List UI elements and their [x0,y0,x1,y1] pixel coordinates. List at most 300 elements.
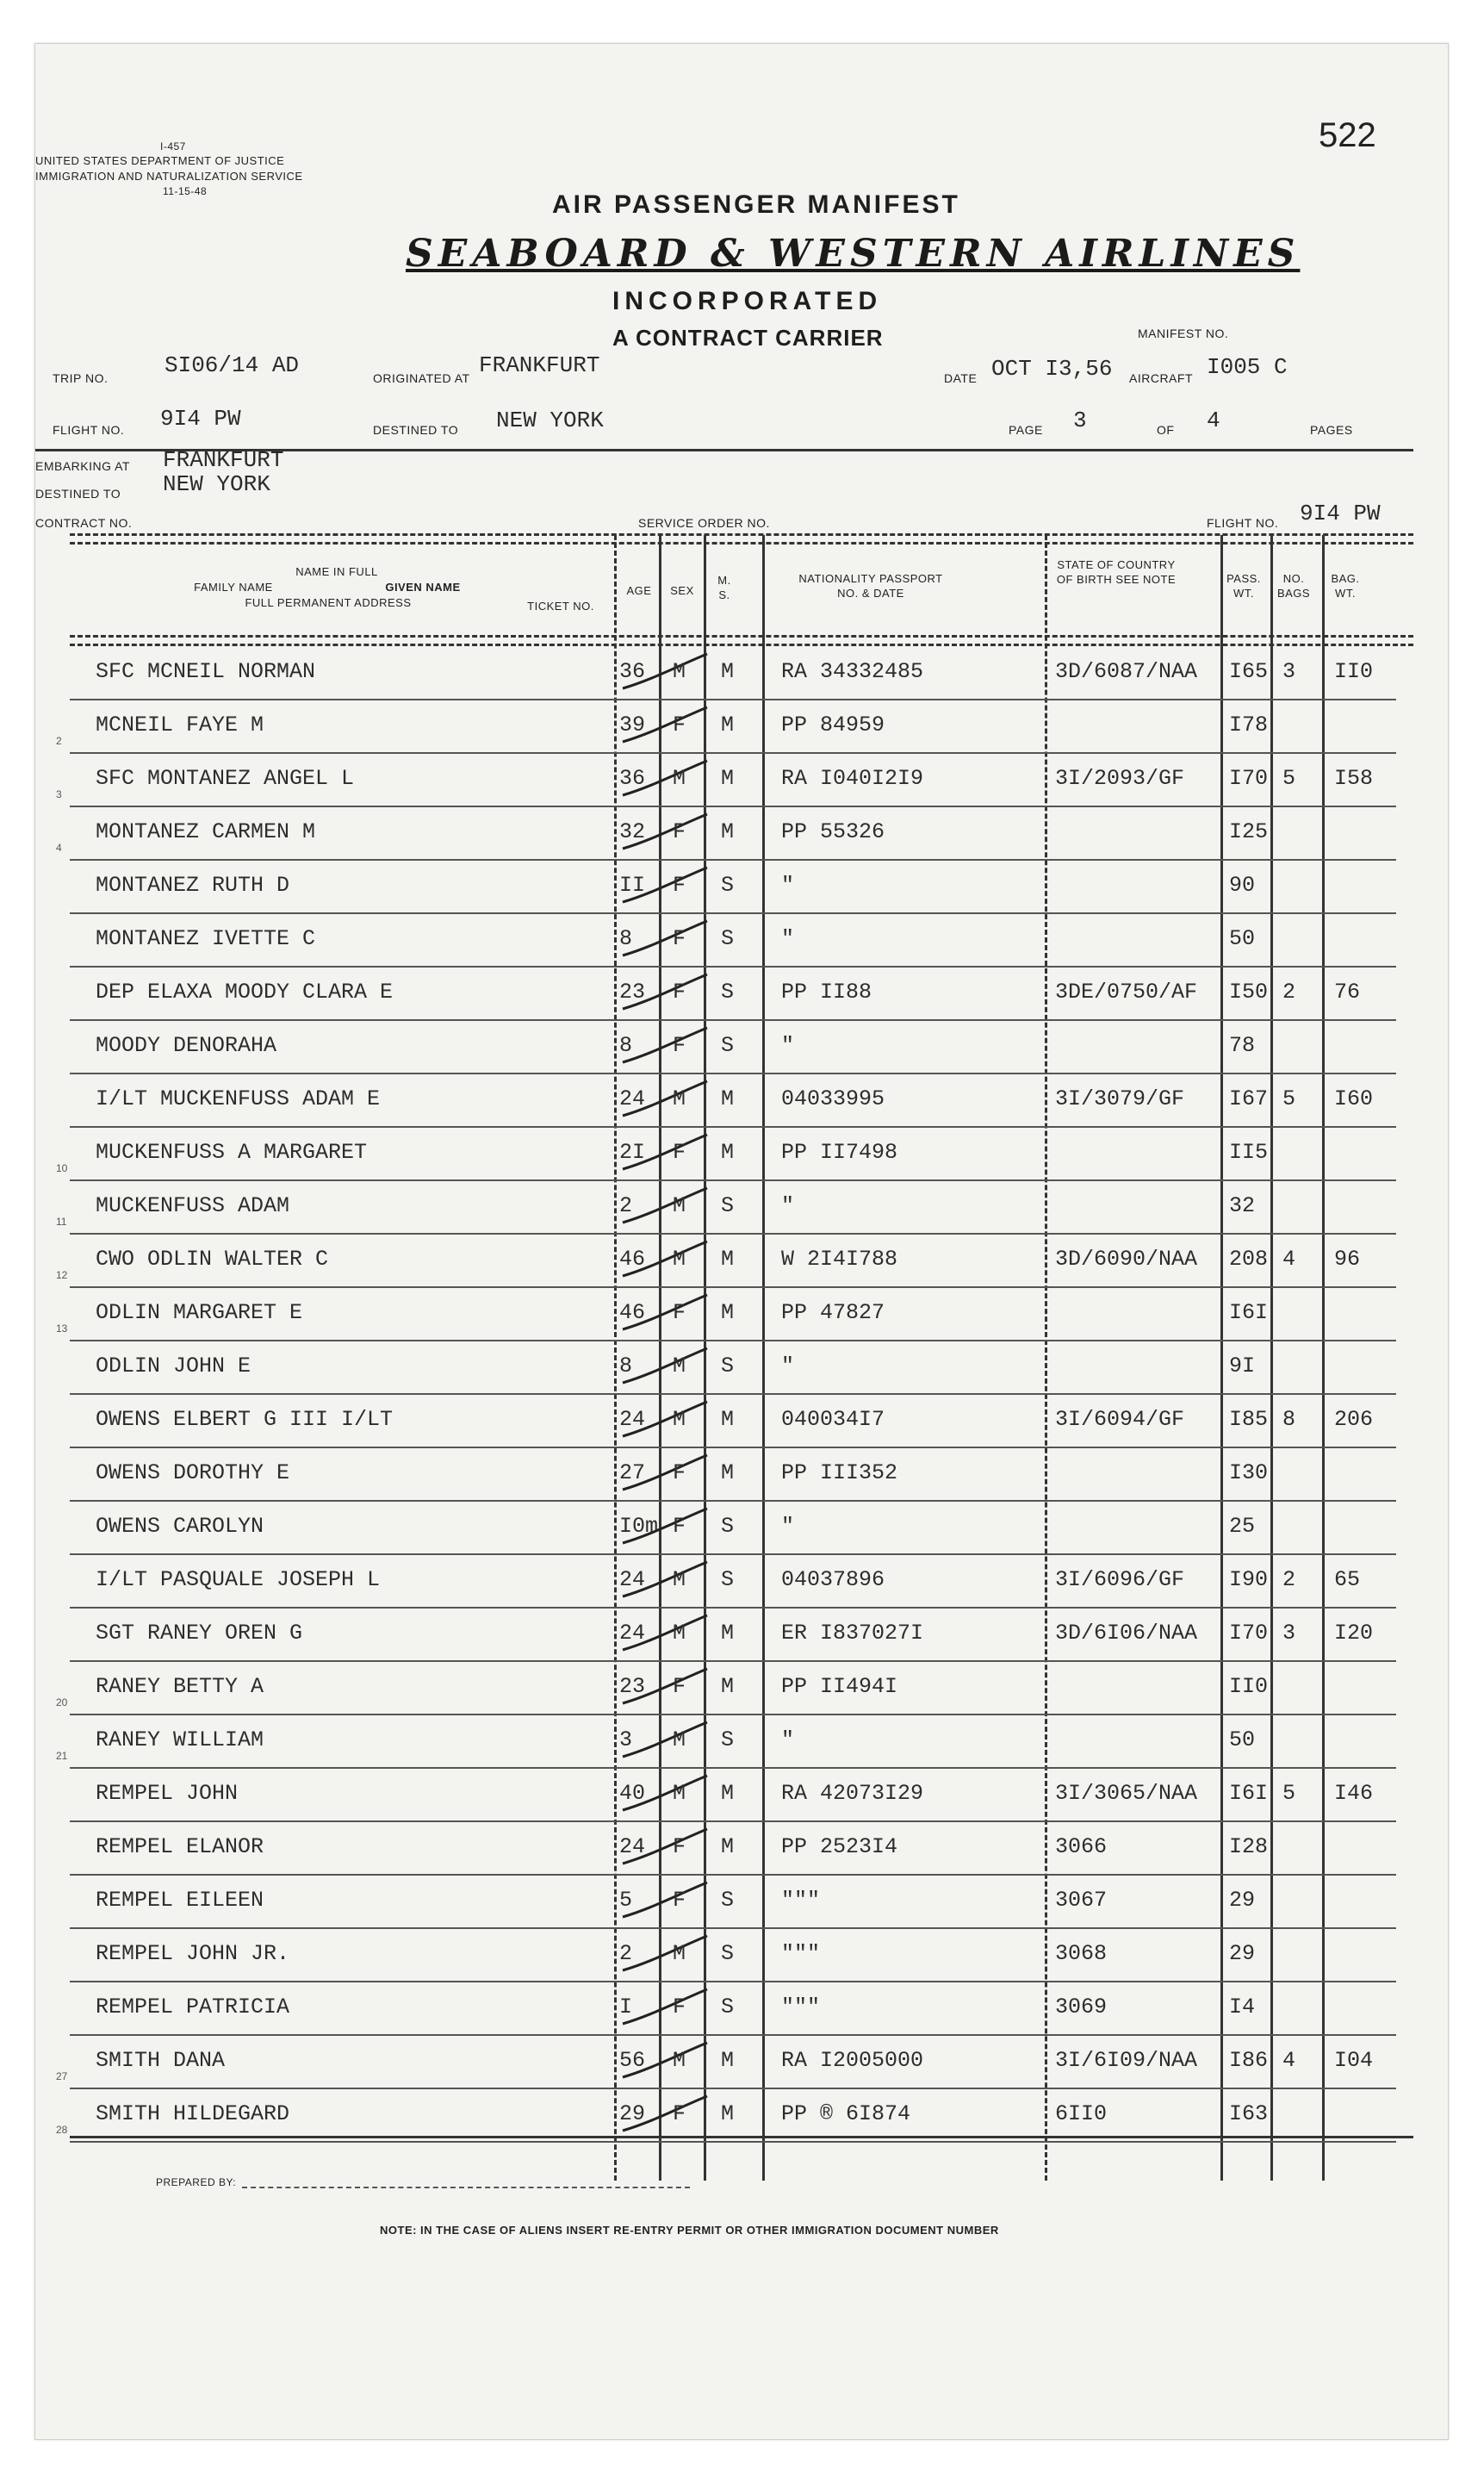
passenger-sex: M [673,1086,686,1111]
passenger-weight: II5 [1229,1140,1269,1165]
form-number: I-457 [160,140,186,152]
birth-code: 3067 [1055,1888,1108,1913]
passport-number: PP 2523I4 [781,1834,898,1859]
bag-weight: I60 [1334,1086,1374,1111]
marital-status: S [721,926,735,951]
passenger-age: 8 [619,926,633,951]
passenger-name: MOODY DENORAHA [96,1033,277,1058]
manifest-no-label: MANIFEST NO. [1138,327,1229,340]
birth-code: 3I/3079/GF [1055,1086,1185,1111]
marital-status: S [721,1193,735,1218]
service-line: IMMIGRATION AND NATURALIZATION SERVICE [35,170,303,183]
passenger-name: MONTANEZ CARMEN M [96,819,316,844]
destined-label: DESTINED TO [373,423,459,437]
check-mark [618,1505,712,1552]
check-mark [618,1932,712,1979]
destined2-value: NEW YORK [163,471,270,497]
passport-number: PP II7498 [781,1140,898,1165]
contract-no-label: CONTRACT NO. [35,516,133,530]
trip-no-value: SI06/14 AD [165,352,300,378]
passport-number: W 2I4I788 [781,1247,898,1272]
table-row [35,1662,1448,1715]
contract-carrier-label: A CONTRACT CARRIER [612,325,884,351]
table-row [35,1822,1448,1876]
check-mark [618,1719,712,1765]
marital-status: M [721,1834,735,1859]
table-row [35,2089,1448,2143]
passport-number: PP II88 [781,980,872,1005]
marital-status: M [721,1781,735,1806]
passport-number: 04033995 [781,1086,885,1111]
passenger-sex: F [673,1033,686,1058]
passenger-sex: F [673,1460,686,1485]
page-number: 522 [1319,116,1376,154]
passenger-sex: M [673,1941,686,1966]
check-mark [618,1612,712,1658]
table-row [35,1181,1448,1235]
row-number: 13 [56,1322,68,1335]
passport-number: RA 34332485 [781,659,924,684]
passenger-age: 8 [619,1033,633,1058]
footer-note: NOTE: IN THE CASE OF ALIENS INSERT RE-ENTRY PERMIT OR OTHER IMMIGRATION DOCUMENT NUMBER [380,2224,999,2237]
passenger-weight: I30 [1229,1460,1269,1485]
bag-weight: 76 [1334,980,1361,1005]
passport-number: " [781,873,795,898]
form-revision: 11-15-48 [163,185,208,197]
bag-weight: I46 [1334,1781,1374,1806]
table-row [35,700,1448,754]
passenger-weight: 50 [1229,1727,1256,1752]
passenger-name: OWENS DOROTHY E [96,1460,290,1485]
passport-number: PP 47827 [781,1300,885,1325]
passenger-name: SMITH HILDEGARD [96,2101,290,2126]
department-line: UNITED STATES DEPARTMENT OF JUSTICE [35,154,285,167]
passenger-name: ODLIN MARGARET E [96,1300,303,1325]
passenger-age: 46 [619,1247,646,1272]
row-number: 12 [56,1269,68,1281]
incorporated-label: INCORPORATED [612,287,883,315]
check-mark [618,1185,712,1231]
birth-code: 3I/2093/GF [1055,766,1185,791]
bag-count: 8 [1282,1407,1296,1432]
bag-count: 5 [1282,1781,1296,1806]
bag-count: 5 [1282,1086,1296,1111]
table-row [35,1395,1448,1448]
date-label: DATE [944,371,978,385]
table-row [35,1021,1448,1074]
birth-code: 3I/3065/NAA [1055,1781,1198,1806]
passenger-name: MONTANEZ IVETTE C [96,926,316,951]
passenger-name: CWO ODLIN WALTER C [96,1247,329,1272]
birth-code: 3069 [1055,1994,1108,2019]
passenger-sex: M [673,659,686,684]
passenger-age: 23 [619,1674,646,1699]
passenger-sex: M [673,1567,686,1592]
check-mark [618,1024,712,1071]
bag-count: 5 [1282,766,1296,791]
row-number: 2 [56,735,62,747]
check-mark [618,864,712,911]
passport-number: RA 42073I29 [781,1781,924,1806]
marital-status: S [721,1033,735,1058]
col-ticket-no: TICKET NO. [527,600,594,613]
passport-number: " [781,1033,795,1058]
row-number: 27 [56,2070,68,2082]
table-row [35,2036,1448,2089]
passenger-sex: F [673,1888,686,1913]
passenger-weight: 78 [1229,1033,1256,1058]
bag-count: 2 [1282,980,1296,1005]
marital-status: S [721,1941,735,1966]
check-mark [618,1665,712,1712]
prepared-by-line [242,2187,690,2188]
bag-weight: 206 [1334,1407,1374,1432]
passenger-age: 24 [619,1834,646,1859]
passenger-age: 27 [619,1460,646,1485]
passenger-sex: M [673,1354,686,1378]
destined2-label: DESTINED TO [35,487,121,501]
passport-number: ER I837027I [781,1621,924,1646]
birth-code: 3D/6090/NAA [1055,1247,1198,1272]
passenger-name: MONTANEZ RUTH D [96,873,290,898]
passenger-age: 36 [619,766,646,791]
prepared-by-label: PREPARED BY: [156,2176,237,2188]
check-mark [618,1078,712,1124]
embarking-label: EMBARKING AT [35,459,130,473]
birth-code: 3D/6087/NAA [1055,659,1198,684]
passport-number: 040034I7 [781,1407,885,1432]
passport-number: PP II494I [781,1674,898,1699]
passenger-sex: F [673,1300,686,1325]
col-no-bags: NO. BAGS [1276,572,1311,600]
check-mark [618,811,712,857]
marital-status: M [721,766,735,791]
date-value: OCT I3,56 [991,356,1113,382]
passenger-sex: M [673,2048,686,2073]
passenger-name: SFC MCNEIL NORMAN [96,659,316,684]
passenger-age: 24 [619,1086,646,1111]
check-mark [618,1238,712,1285]
passenger-weight: I86 [1229,2048,1269,2073]
passenger-age: I [619,1994,633,2019]
flight-no2-value: 9I4 PW [1300,501,1381,526]
table-row [35,968,1448,1021]
check-mark [618,1131,712,1178]
of-value: 4 [1207,408,1220,433]
passport-number: """ [781,1941,821,1966]
row-divider [70,2141,1396,2143]
birth-code: 3DE/0750/AF [1055,980,1198,1005]
passenger-sex: M [673,1407,686,1432]
bag-count: 4 [1282,1247,1296,1272]
aircraft-value: I005 C [1207,354,1288,380]
passenger-sex: M [673,1193,686,1218]
passport-number: 04037896 [781,1567,885,1592]
passenger-age: 40 [619,1781,646,1806]
table-row [35,647,1448,700]
col-family-name: FAMILY NAME [194,581,273,594]
passenger-sex: F [673,713,686,737]
table-row [35,1555,1448,1609]
bag-weight: 96 [1334,1247,1361,1272]
marital-status: S [721,1354,735,1378]
passenger-name: MCNEIL FAYE M [96,713,264,737]
passenger-name: RANEY WILLIAM [96,1727,264,1752]
passenger-sex: M [673,1727,686,1752]
embarking-value: FRANKFURT [163,447,284,473]
passenger-age: 24 [619,1407,646,1432]
flight-no-value: 9I4 PW [160,406,241,432]
table-row [35,861,1448,914]
passenger-sex: M [673,1621,686,1646]
passport-number: """ [781,1888,821,1913]
passenger-sex: F [673,1514,686,1539]
passenger-weight: 32 [1229,1193,1256,1218]
passenger-weight: 50 [1229,926,1256,951]
check-mark [618,1452,712,1498]
passenger-weight: I4 [1229,1994,1256,2019]
passenger-name: SMITH DANA [96,2048,226,2073]
marital-status: M [721,713,735,737]
col-age: AGE [626,584,652,597]
passenger-name: ODLIN JOHN E [96,1354,251,1378]
originated-label: ORIGINATED AT [373,371,470,385]
manifest-title: AIR PASSENGER MANIFEST [552,190,960,219]
table-row [35,1288,1448,1341]
passport-number: RA I2005000 [781,2048,924,2073]
passenger-age: 2I [619,1140,646,1165]
col-ms: M. S. [717,574,731,601]
row-number: 3 [56,788,62,800]
passenger-age: 32 [619,819,646,844]
passenger-age: 3 [619,1727,633,1752]
passenger-age: 8 [619,1354,633,1378]
check-mark [618,1826,712,1872]
passenger-weight: 90 [1229,873,1256,898]
passport-number: RA I040I2I9 [781,766,924,791]
passenger-weight: 29 [1229,1888,1256,1913]
birth-code: 3I/6096/GF [1055,1567,1185,1592]
passenger-name: REMPEL ELANOR [96,1834,264,1859]
passenger-name: REMPEL JOHN JR. [96,1941,290,1966]
passenger-name: REMPEL JOHN [96,1781,239,1806]
page-label: PAGE [1009,423,1043,437]
passenger-weight: I50 [1229,980,1269,1005]
page-value: 3 [1073,408,1087,433]
passenger-age: 24 [619,1621,646,1646]
marital-status: M [721,1086,735,1111]
passport-number: " [781,1354,795,1378]
table-row [35,1876,1448,1929]
passenger-weight: 29 [1229,1941,1256,1966]
passenger-sex: F [673,1140,686,1165]
check-mark [618,1291,712,1338]
check-mark [618,1772,712,1819]
bag-count: 4 [1282,2048,1296,2073]
originated-value: FRANKFURT [479,352,600,378]
birth-code: 3068 [1055,1941,1108,1966]
check-mark [618,650,712,697]
passport-number: PP III352 [781,1460,898,1485]
marital-status: M [721,1140,735,1165]
passenger-weight: I85 [1229,1407,1269,1432]
table-row [35,1235,1448,1288]
passenger-name: I/LT MUCKENFUSS ADAM E [96,1086,381,1111]
passenger-name: OWENS CAROLYN [96,1514,264,1539]
passenger-name: REMPEL PATRICIA [96,1994,290,2019]
marital-status: M [721,1674,735,1699]
passenger-name: I/LT PASQUALE JOSEPH L [96,1567,381,1592]
passport-number: " [781,926,795,951]
passenger-sex: F [673,1834,686,1859]
marital-status: M [721,659,735,684]
table-row [35,807,1448,861]
passenger-age: 24 [619,1567,646,1592]
birth-code: 3D/6I06/NAA [1055,1621,1198,1646]
passenger-weight: I6I [1229,1781,1269,1806]
passenger-name: DEP ELAXA MOODY CLARA E [96,980,394,1005]
passenger-weight: I6I [1229,1300,1269,1325]
passenger-weight: I78 [1229,713,1269,737]
marital-status: M [721,1460,735,1485]
passenger-weight: I25 [1229,819,1269,844]
bag-weight: 65 [1334,1567,1361,1592]
col-sex: SEX [670,584,694,597]
birth-code: 6II0 [1055,2101,1108,2126]
passenger-sex: M [673,1781,686,1806]
table-row [35,1074,1448,1128]
passenger-name: RANEY BETTY A [96,1674,264,1699]
passenger-sex: F [673,873,686,898]
passenger-sex: F [673,1674,686,1699]
passenger-sex: F [673,980,686,1005]
marital-status: M [721,1621,735,1646]
passenger-age: 56 [619,2048,646,2073]
passenger-age: 23 [619,980,646,1005]
passenger-sex: F [673,2101,686,2126]
check-mark [618,1879,712,1926]
passenger-name: REMPEL EILEEN [96,1888,264,1913]
passenger-weight: I90 [1229,1567,1269,1592]
col-given-name: GIVEN NAME [385,581,461,594]
birth-code: 3I/6094/GF [1055,1407,1185,1432]
marital-status: M [721,819,735,844]
passenger-name: MUCKENFUSS A MARGARET [96,1140,368,1165]
trip-no-label: TRIP NO. [53,371,109,385]
bag-weight: I58 [1334,766,1374,791]
table-row [35,1502,1448,1555]
col-name-in-full: NAME IN FULL [295,565,378,578]
passport-number: PP ® 6I874 [781,2101,911,2126]
birth-code: 3I/6I09/NAA [1055,2048,1198,2073]
table-row [35,1609,1448,1662]
of-label: OF [1157,423,1175,437]
check-mark [618,2039,712,2086]
passenger-sex: F [673,1994,686,2019]
passenger-weight: II0 [1229,1674,1269,1699]
marital-status: M [721,1407,735,1432]
passenger-age: 5 [619,1888,633,1913]
aircraft-label: AIRCRAFT [1129,371,1193,385]
passenger-age: I0m [619,1514,659,1539]
passenger-weight: 25 [1229,1514,1256,1539]
passenger-weight: I70 [1229,766,1269,791]
check-mark [618,757,712,804]
passenger-age: 46 [619,1300,646,1325]
bag-weight: I20 [1334,1621,1374,1646]
bag-weight: I04 [1334,2048,1374,2073]
passport-number: PP 84959 [781,713,885,737]
bag-weight: II0 [1334,659,1374,684]
table-row [35,1715,1448,1769]
col-birth: STATE OF COUNTRY OF BIRTH SEE NOTE [1056,558,1177,586]
col-pass-wt: PASS. WT. [1226,572,1261,600]
row-number: 21 [56,1750,68,1762]
check-mark [618,1345,712,1391]
passenger-weight: I28 [1229,1834,1269,1859]
passenger-weight: I63 [1229,2101,1269,2126]
col-bag-wt: BAG. WT. [1331,572,1360,600]
check-mark [618,704,712,750]
table-row [35,1982,1448,2036]
table-row [35,1448,1448,1502]
passport-number: " [781,1514,795,1539]
passenger-age: 2 [619,1193,633,1218]
col-nationality: NATIONALITY PASSPORT NO. & DATE [798,572,943,600]
marital-status: M [721,2101,735,2126]
check-mark [618,2093,712,2139]
row-number: 28 [56,2124,68,2136]
marital-status: M [721,1300,735,1325]
flight-no-label: FLIGHT NO. [53,423,125,437]
marital-status: S [721,873,735,898]
row-number: 11 [56,1216,67,1228]
bag-count: 3 [1282,659,1296,684]
marital-status: S [721,980,735,1005]
check-mark [618,1398,712,1445]
table-row [35,1128,1448,1181]
passenger-sex: M [673,1247,686,1272]
passenger-sex: F [673,819,686,844]
table-row [35,1341,1448,1395]
destined-value: NEW YORK [496,408,604,433]
passenger-weight: I70 [1229,1621,1269,1646]
check-mark [618,918,712,964]
passenger-weight: I67 [1229,1086,1269,1111]
marital-status: S [721,1727,735,1752]
passport-number: " [781,1727,795,1752]
check-mark [618,1986,712,2032]
manifest-sheet [34,43,1449,2440]
passport-number: """ [781,1994,821,2019]
airline-name: SEABOARD & WESTERN AIRLINES [406,232,1301,276]
pages-label: PAGES [1310,423,1353,437]
passenger-age: II [619,873,646,898]
passenger-name: SGT RANEY OREN G [96,1621,303,1646]
passport-number: PP 55326 [781,819,885,844]
bag-count: 2 [1282,1567,1296,1592]
passport-number: " [781,1193,795,1218]
passenger-weight: 9I [1229,1354,1256,1378]
marital-status: M [721,2048,735,2073]
service-order-label: SERVICE ORDER NO. [638,516,770,530]
table-row [35,1929,1448,1982]
passenger-sex: M [673,766,686,791]
check-mark [618,971,712,1017]
row-number: 4 [56,842,62,854]
flight-no2-label: FLIGHT NO. [1207,516,1279,530]
passenger-sex: F [673,926,686,951]
